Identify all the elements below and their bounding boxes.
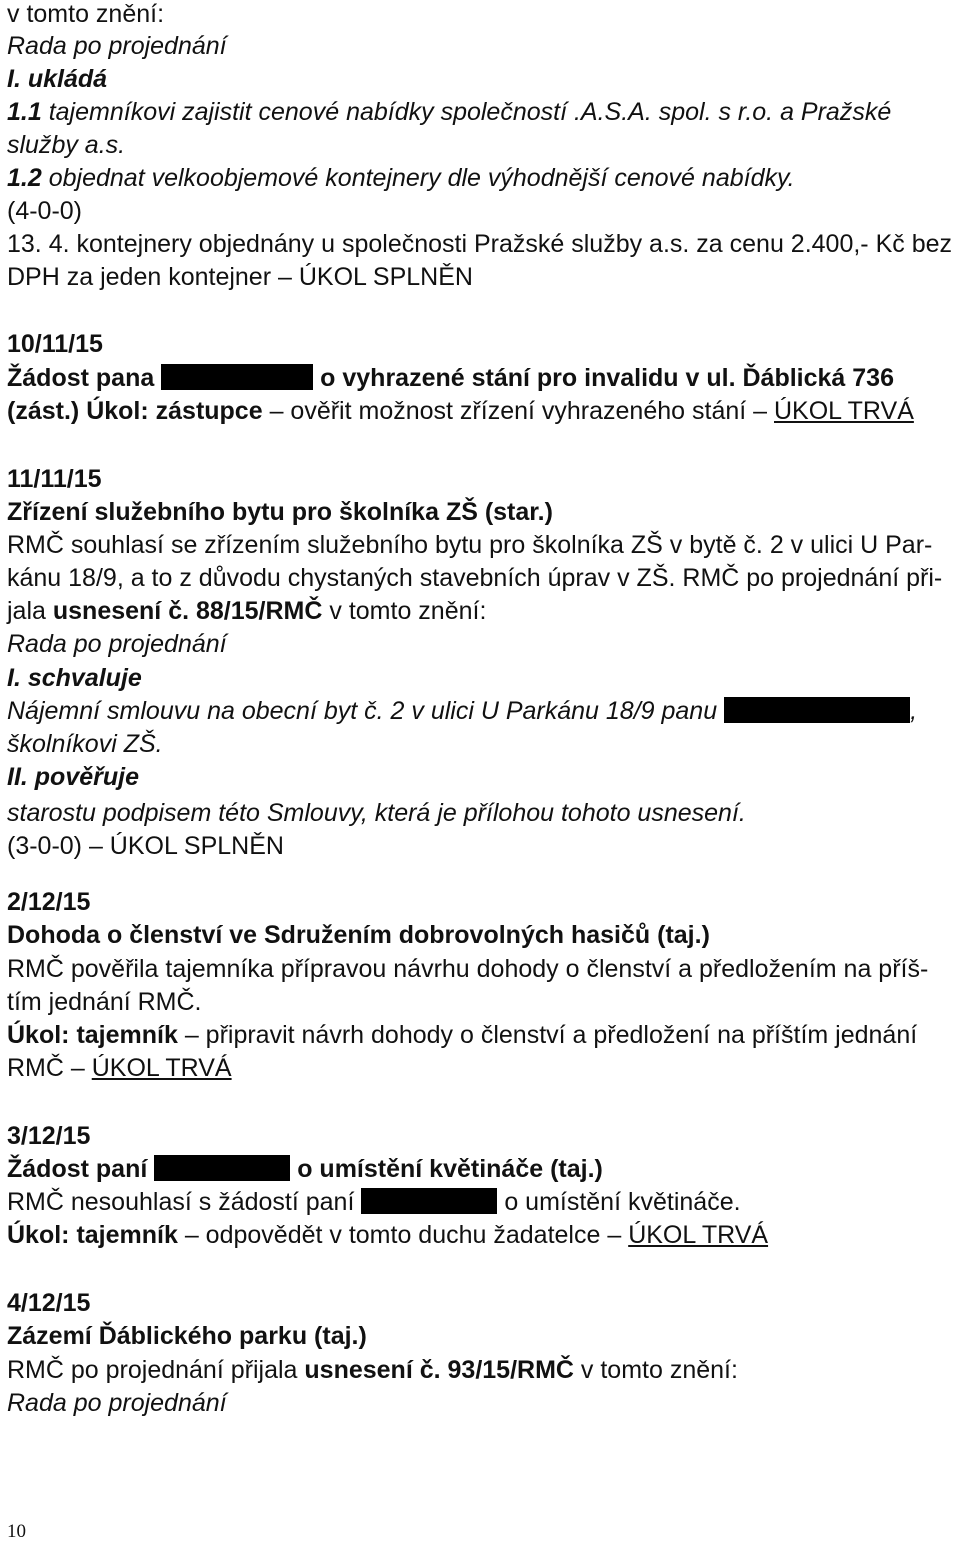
item-11-text-2: kánu 18/9, a to z důvodu chystaných stavebních úprav v ZŠ. RMČ po projednání při- bbox=[7, 564, 943, 592]
item-2-text-2: tím jednání RMČ. bbox=[7, 988, 202, 1016]
item-2-status: ÚKOL TRVÁ bbox=[91, 1054, 232, 1082]
item-3-title bbox=[7, 1152, 603, 1186]
item-4-council-heading: Rada po projednání bbox=[7, 1389, 227, 1417]
item-3-title-a: Žádost paní bbox=[7, 1155, 148, 1183]
item-10-title-c: (zást.) bbox=[7, 397, 80, 425]
item-3-text-1a: RMČ nesouhlasí s žádostí paní bbox=[7, 1188, 355, 1216]
item-11-text-3c: v tomto znění: bbox=[322, 597, 487, 625]
item-10-task-text: – ověřit možnost zřízení vyhrazeného stání – bbox=[262, 397, 774, 425]
item-11-title: Zřízení služebního bytu pro školníka ZŠ (star.) bbox=[7, 498, 553, 526]
item-10-number: 10/11/15 bbox=[7, 330, 103, 358]
item-11-number: 11/11/15 bbox=[7, 465, 102, 493]
item-10-status: ÚKOL TRVÁ bbox=[774, 397, 914, 425]
item-3-task-text: – odpovědět v tomto duchu žadatelce – bbox=[177, 1221, 629, 1249]
item-2-task-text: – připravit návrh dohody o členství a předložení na příštím jednání bbox=[177, 1021, 918, 1049]
intro-line: v tomto znění: bbox=[7, 0, 165, 28]
item-11-resolution-number: usnesení č. 88/15/RMČ bbox=[52, 597, 323, 625]
item-2-task-cont bbox=[7, 1051, 232, 1085]
item-3-task bbox=[7, 1218, 768, 1252]
item-3-text-1 bbox=[7, 1185, 741, 1219]
item-10-task bbox=[7, 394, 914, 428]
item-4-title: Zázemí Ďáblického parku (taj.) bbox=[7, 1322, 367, 1350]
item-3-number: 3/12/15 bbox=[7, 1122, 91, 1150]
assignment-1-number: 1.1 bbox=[7, 98, 42, 126]
item-11-lease-a: Nájemní smlouvu na obecní byt č. 2 v ulici U Parkánu 18/9 panu bbox=[7, 697, 725, 725]
item-4-resolution-number: usnesení č. 93/15/RMČ bbox=[304, 1356, 574, 1384]
assignment-2-number: 1.2 bbox=[7, 164, 42, 192]
assignment-2-text: objednat velkoobjemové kontejnery dle výhodnější cenové nabídky. bbox=[41, 164, 795, 192]
item-11-approves-heading: I. schvaluje bbox=[7, 664, 142, 692]
redacted-name-block bbox=[154, 1155, 290, 1181]
assignment-2 bbox=[7, 161, 795, 195]
assignment-1-text: tajemníkovi zajistit cenové nabídky společností .A.S.A. spol. s r.o. a Pražské bbox=[41, 98, 892, 126]
item-2-number: 2/12/15 bbox=[7, 888, 91, 916]
item-11-mayor-line: starostu podpisem této Smlouvy, která je přílohou tohoto usnesení. bbox=[7, 799, 746, 827]
assigns-heading: I. ukládá bbox=[7, 65, 108, 93]
item-11-delegates-heading: II. pověřuje bbox=[7, 763, 139, 791]
item-3-status: ÚKOL TRVÁ bbox=[628, 1221, 769, 1249]
resolution-line-1: 13. 4. kontejnery objednány u společnosti Pražské služby a.s. za cenu 2.400,- Kč bez bbox=[7, 230, 952, 258]
item-11-text-3 bbox=[7, 594, 486, 628]
item-11-lease-cont: školníkovi ZŠ. bbox=[7, 730, 163, 758]
redacted-name-block bbox=[361, 1188, 497, 1214]
item-2-task-label: Úkol: tajemník bbox=[7, 1021, 178, 1049]
item-4-number: 4/12/15 bbox=[7, 1289, 91, 1317]
item-2-text-1: RMČ pověřila tajemníka přípravou návrhu dohody o členství a předložením na příš- bbox=[7, 955, 929, 983]
item-2-title: Dohoda o členství ve Sdružením dobrovolných hasičů (taj.) bbox=[7, 921, 710, 949]
redacted-name-block bbox=[161, 364, 313, 390]
redacted-name-block bbox=[724, 697, 910, 723]
assignment-1-cont: služby a.s. bbox=[7, 131, 126, 159]
item-3-task-label: Úkol: tajemník bbox=[7, 1221, 178, 1249]
page-number: 10 bbox=[7, 1521, 26, 1542]
item-11-lease bbox=[7, 694, 917, 728]
assignment-1 bbox=[7, 95, 891, 129]
item-4-text-1c: v tomto znění: bbox=[573, 1356, 738, 1384]
item-2-task bbox=[7, 1018, 917, 1052]
council-heading: Rada po projednání bbox=[7, 32, 227, 60]
item-11-vote-status: (3-0-0) – ÚKOL SPLNĚN bbox=[7, 832, 284, 860]
item-11-text-1: RMČ souhlasí se zřízením služebního bytu pro školníka ZŠ v bytě č. 2 v ulici U Par- bbox=[7, 531, 933, 559]
item-11-text-3a: jala bbox=[7, 597, 53, 625]
item-2-task-cont-text: RMČ – bbox=[7, 1054, 92, 1082]
resolution-line-2: DPH za jeden kontejner – ÚKOL SPLNĚN bbox=[7, 263, 473, 291]
item-10-title-b: o vyhrazené stání pro invalidu v ul. Ďáblická 736 bbox=[320, 364, 894, 392]
vote-result: (4-0-0) bbox=[7, 197, 83, 225]
item-11-lease-b: , bbox=[910, 697, 918, 725]
item-10-title-a: Žádost pana bbox=[7, 364, 155, 392]
item-11-council-heading: Rada po projednání bbox=[7, 630, 227, 658]
item-4-text-1 bbox=[7, 1353, 738, 1387]
item-4-text-1a: RMČ po projednání přijala bbox=[7, 1356, 305, 1384]
item-3-title-b: o umístění květináče (taj.) bbox=[297, 1155, 603, 1183]
item-10-task-label: Úkol: zástupce bbox=[86, 397, 263, 425]
item-10-title bbox=[7, 361, 894, 395]
item-3-text-1b: o umístění květináče. bbox=[504, 1188, 741, 1216]
